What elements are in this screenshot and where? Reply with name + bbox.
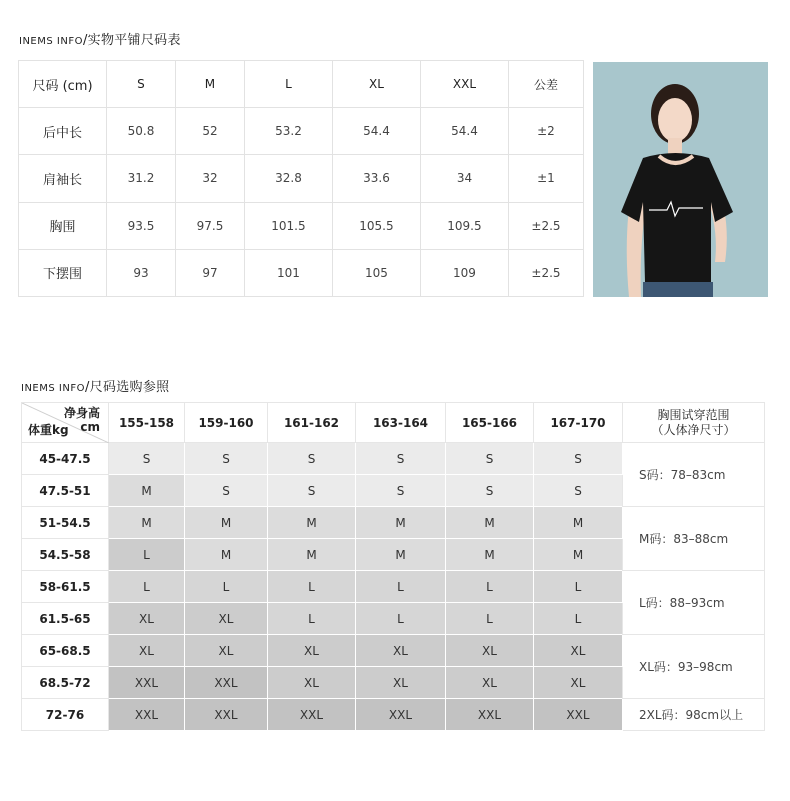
size-table-row-label: 胸围 [19, 202, 107, 249]
size-cell: S [109, 443, 185, 475]
weight-cell: 68.5-72 [22, 667, 109, 699]
size-table-cell: 53.2 [244, 108, 332, 155]
size-cell: M [356, 539, 446, 571]
size-chart-title-cn: /实物平铺尺码表 [82, 33, 181, 48]
weight-cell: 58-61.5 [22, 571, 109, 603]
size-table-header-cell: XXL [420, 61, 508, 108]
size-table-cell: 93.5 [107, 202, 176, 249]
size-cell: M [109, 475, 185, 507]
height-header-cell: 163-164 [356, 403, 446, 443]
weight-cell: 61.5-65 [22, 603, 109, 635]
size-cell: S [534, 443, 623, 475]
size-table-cell: 101 [244, 249, 332, 296]
size-cell: M [185, 507, 268, 539]
garment-size-table [18, 60, 584, 297]
size-cell: L [109, 539, 185, 571]
size-cell: XXL [109, 667, 185, 699]
size-table-row [19, 155, 584, 202]
height-header-cell: 161-162 [268, 403, 356, 443]
weight-cell: 51-54.5 [22, 507, 109, 539]
size-cell: S [356, 475, 446, 507]
chest-range-header-line2: （人体净尺寸） [651, 422, 736, 437]
height-header-cell: 155-158 [109, 403, 185, 443]
size-cell: M [446, 539, 534, 571]
size-table-cell: 97 [175, 249, 244, 296]
weight-cell: 65-68.5 [22, 635, 109, 667]
size-cell: L [109, 571, 185, 603]
size-guide-table [21, 402, 765, 731]
size-cell: XL [268, 667, 356, 699]
size-guide-row [22, 571, 765, 603]
size-cell: L [446, 603, 534, 635]
size-cell: XXL [109, 699, 185, 731]
size-table-header-cell: 公差 [508, 61, 583, 108]
weight-cell: 72-76 [22, 699, 109, 731]
weight-cell: 45-47.5 [22, 443, 109, 475]
size-cell: L [356, 603, 446, 635]
size-guide-row [22, 507, 765, 539]
size-cell: XXL [185, 699, 268, 731]
size-guide-row [22, 699, 765, 731]
chest-range-cell: 2XL码：98cm以上 [623, 699, 765, 731]
size-cell: XL [185, 603, 268, 635]
size-table-cell: 109.5 [420, 202, 508, 249]
size-guide-corner-cell [22, 403, 109, 443]
weight-cell: 47.5-51 [22, 475, 109, 507]
chest-range-header-line1: 胸围试穿范围 [657, 407, 730, 422]
corner-height-unit: cm [80, 420, 100, 434]
size-cell: S [185, 443, 268, 475]
size-table-cell: ±2.5 [508, 202, 583, 249]
size-table-cell: 52 [175, 108, 244, 155]
size-table-cell: 109 [420, 249, 508, 296]
size-cell: M [268, 507, 356, 539]
size-table-cell: ±2.5 [508, 249, 583, 296]
size-cell: XL [356, 667, 446, 699]
size-table-cell: 32 [175, 155, 244, 202]
size-cell: XXL [268, 699, 356, 731]
size-table-cell: 105 [332, 249, 420, 296]
size-cell: XL [356, 635, 446, 667]
size-table-cell: 54.4 [420, 108, 508, 155]
corner-weight-label: 体重kg [28, 423, 69, 437]
size-table-cell: ±1 [508, 155, 583, 202]
size-cell: M [109, 507, 185, 539]
size-guide-row [22, 443, 765, 475]
chest-range-cell: M码：83–88cm [623, 507, 765, 571]
size-cell: XL [446, 635, 534, 667]
weight-cell: 54.5-58 [22, 539, 109, 571]
size-cell: XXL [356, 699, 446, 731]
size-cell: L [185, 571, 268, 603]
model-photo [593, 62, 768, 297]
size-cell: XXL [185, 667, 268, 699]
size-cell: XL [268, 635, 356, 667]
size-table-cell: 54.4 [332, 108, 420, 155]
size-cell: M [356, 507, 446, 539]
size-table-row-label: 下摆围 [19, 249, 107, 296]
size-cell: M [185, 539, 268, 571]
size-cell: M [534, 539, 623, 571]
size-guide-header-row [22, 403, 765, 443]
size-table-cell: 34 [420, 155, 508, 202]
size-table-row [19, 202, 584, 249]
size-cell: S [268, 443, 356, 475]
size-guide-title-en: INEMS INFO [21, 383, 85, 394]
chest-range-cell: XL码：93–98cm [623, 635, 765, 699]
size-table-row [19, 249, 584, 296]
size-cell: XXL [446, 699, 534, 731]
size-chart-title-en: INEMS INFO [19, 36, 83, 47]
corner-height-label-cn: 净身高 [63, 406, 100, 420]
size-cell: S [446, 475, 534, 507]
height-header-cell: 159-160 [185, 403, 268, 443]
size-table-row-label: 肩袖长 [19, 155, 107, 202]
corner-height-label [64, 406, 100, 434]
size-table-cell: 93 [107, 249, 176, 296]
size-cell: XL [109, 635, 185, 667]
size-cell: L [534, 571, 623, 603]
size-cell: L [268, 603, 356, 635]
size-cell: S [446, 443, 534, 475]
size-cell: XXL [534, 699, 623, 731]
size-cell: L [534, 603, 623, 635]
size-cell: L [356, 571, 446, 603]
size-cell: M [446, 507, 534, 539]
size-table-row-label: 后中长 [19, 108, 107, 155]
size-cell: S [268, 475, 356, 507]
size-table-cell: 50.8 [107, 108, 176, 155]
chest-range-cell: S码：78–83cm [623, 443, 765, 507]
size-cell: XL [534, 635, 623, 667]
size-table-header-cell: L [244, 61, 332, 108]
height-header-cell: 165-166 [446, 403, 534, 443]
size-table-cell: ±2 [508, 108, 583, 155]
size-cell: S [356, 443, 446, 475]
size-cell: M [268, 539, 356, 571]
size-table-cell: 33.6 [332, 155, 420, 202]
size-cell: L [446, 571, 534, 603]
size-chart-title [19, 29, 181, 48]
size-cell: L [268, 571, 356, 603]
size-table-header-row [19, 61, 584, 108]
size-table-header-cell: S [107, 61, 176, 108]
size-cell: S [534, 475, 623, 507]
size-cell: S [185, 475, 268, 507]
size-table-cell: 32.8 [244, 155, 332, 202]
size-cell: M [534, 507, 623, 539]
size-cell: XL [534, 667, 623, 699]
size-table-header-cell: XL [332, 61, 420, 108]
chest-range-header [623, 403, 765, 443]
size-table-row [19, 108, 584, 155]
size-cell: XL [185, 635, 268, 667]
size-table-cell: 105.5 [332, 202, 420, 249]
height-header-cell: 167-170 [534, 403, 623, 443]
model-illustration [593, 62, 768, 297]
size-cell: XL [109, 603, 185, 635]
size-table-cell: 97.5 [175, 202, 244, 249]
size-cell: XL [446, 667, 534, 699]
size-guide-title [21, 376, 169, 395]
chest-range-cell: L码：88–93cm [623, 571, 765, 635]
size-guide-row [22, 635, 765, 667]
size-table-cell: 101.5 [244, 202, 332, 249]
size-table-cell: 31.2 [107, 155, 176, 202]
size-table-header-cell: 尺码 (cm) [19, 61, 107, 108]
size-table-header-cell: M [175, 61, 244, 108]
size-guide-title-cn: /尺码选购参照 [84, 380, 170, 395]
